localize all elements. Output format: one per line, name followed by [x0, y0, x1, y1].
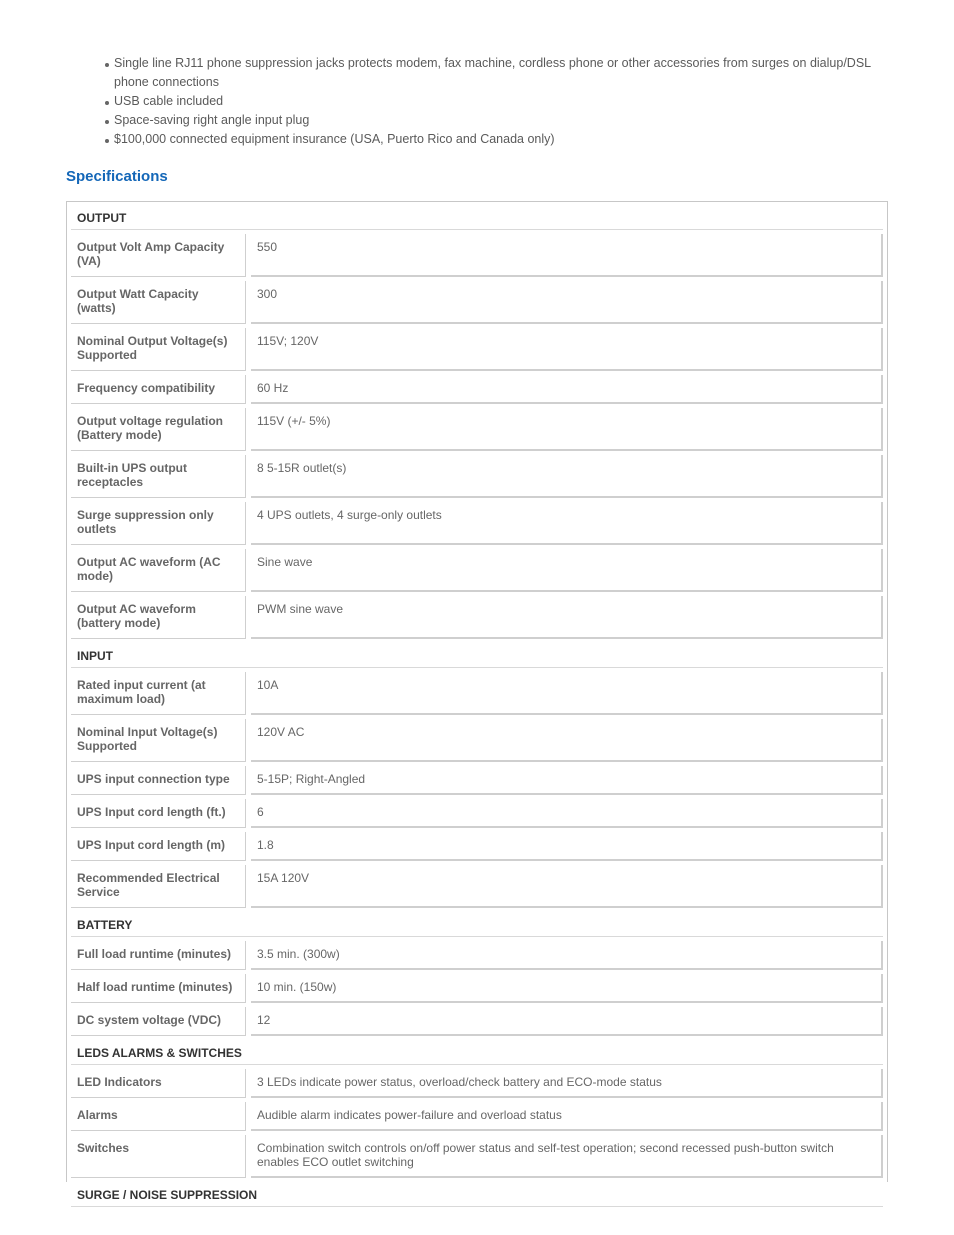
spec-label: DC system voltage (VDC) [71, 1007, 246, 1036]
spec-label: Nominal Input Voltage(s) Supported [71, 719, 246, 762]
table-row [71, 672, 883, 715]
table-row [71, 408, 883, 451]
spec-value: 4 UPS outlets, 4 surge-only outlets [251, 502, 883, 545]
table-row [71, 799, 883, 828]
specifications-table [66, 201, 888, 1211]
spec-value: Sine wave [251, 549, 883, 592]
table-row [71, 941, 883, 970]
table-row [71, 719, 883, 762]
spec-value: 120V AC [251, 719, 883, 762]
spec-label: Output Volt Amp Capacity (VA) [71, 234, 246, 277]
spec-value: 12 [251, 1007, 883, 1036]
bullet-item: USB cable included [104, 92, 894, 111]
spec-value: 10 min. (150w) [251, 974, 883, 1003]
spec-label: Output AC waveform (AC mode) [71, 549, 246, 592]
spec-value: 3 LEDs indicate power status, overload/check battery and ECO-mode status [251, 1069, 883, 1098]
spec-value: 15A 120V [251, 865, 883, 908]
spec-value: Audible alarm indicates power-failure and overload status [251, 1102, 883, 1131]
section-header-surge-noise-suppression: SURGE / NOISE SUPPRESSION [71, 1182, 883, 1207]
table-row [71, 974, 883, 1003]
table-row [71, 1135, 883, 1178]
bullet-item: Single line RJ11 phone suppression jacks protects modem, fax machine, cordless phone or other accessories from surges on dialup/DSL phone connections [104, 54, 894, 92]
spec-value: 115V; 120V [251, 328, 883, 371]
table-row [71, 234, 883, 277]
bullet-item: $100,000 connected equipment insurance (USA, Puerto Rico and Canada only) [104, 130, 894, 149]
spec-label: Nominal Output Voltage(s) Supported [71, 328, 246, 371]
spec-label: Rated input current (at maximum load) [71, 672, 246, 715]
spec-value: 8 5-15R outlet(s) [251, 455, 883, 498]
specifications-heading: Specifications [66, 168, 168, 185]
table-row [71, 455, 883, 498]
table-row [71, 1007, 883, 1036]
spec-value: 1.8 [251, 832, 883, 861]
spec-value: PWM sine wave [251, 596, 883, 639]
spec-label: UPS input connection type [71, 766, 246, 795]
table-row [71, 1069, 883, 1098]
spec-label: Built-in UPS output receptacles [71, 455, 246, 498]
spec-value: 300 [251, 281, 883, 324]
spec-label: UPS Input cord length (ft.) [71, 799, 246, 828]
section-header-battery: BATTERY [71, 912, 883, 937]
spec-label: LED Indicators [71, 1069, 246, 1098]
spec-value: 5-15P; Right-Angled [251, 766, 883, 795]
table-row [71, 596, 883, 639]
feature-bullet-list [104, 54, 894, 149]
spec-label: Output Watt Capacity (watts) [71, 281, 246, 324]
table-row [71, 766, 883, 795]
spec-label: Output AC waveform (battery mode) [71, 596, 246, 639]
spec-label: Output voltage regulation (Battery mode) [71, 408, 246, 451]
section-header-leds-alarms-switches: LEDS ALARMS & SWITCHES [71, 1040, 883, 1065]
spec-value: Combination switch controls on/off power status and self-test operation; second recessed push-button switch enables ECO outlet switching [251, 1135, 883, 1178]
spec-value: 10A [251, 672, 883, 715]
spec-label: Half load runtime (minutes) [71, 974, 246, 1003]
table-row [71, 281, 883, 324]
table-row [71, 328, 883, 371]
spec-value: 115V (+/- 5%) [251, 408, 883, 451]
spec-label: Recommended Electrical Service [71, 865, 246, 908]
table-row [71, 549, 883, 592]
spec-value: 550 [251, 234, 883, 277]
spec-label: Switches [71, 1135, 246, 1178]
bullet-item: Space-saving right angle input plug [104, 111, 894, 130]
table-row [71, 1102, 883, 1131]
spec-label: Alarms [71, 1102, 246, 1131]
spec-value: 6 [251, 799, 883, 828]
table-row [71, 865, 883, 908]
spec-label: Frequency compatibility [71, 375, 246, 404]
section-header-output: OUTPUT [71, 205, 883, 230]
section-header-input: INPUT [71, 643, 883, 668]
specifications-table-container [66, 201, 888, 1202]
spec-label: UPS Input cord length (m) [71, 832, 246, 861]
spec-label: Full load runtime (minutes) [71, 941, 246, 970]
table-row [71, 832, 883, 861]
spec-value: 3.5 min. (300w) [251, 941, 883, 970]
table-row [71, 375, 883, 404]
spec-value: 60 Hz [251, 375, 883, 404]
table-row [71, 502, 883, 545]
spec-label: Surge suppression only outlets [71, 502, 246, 545]
